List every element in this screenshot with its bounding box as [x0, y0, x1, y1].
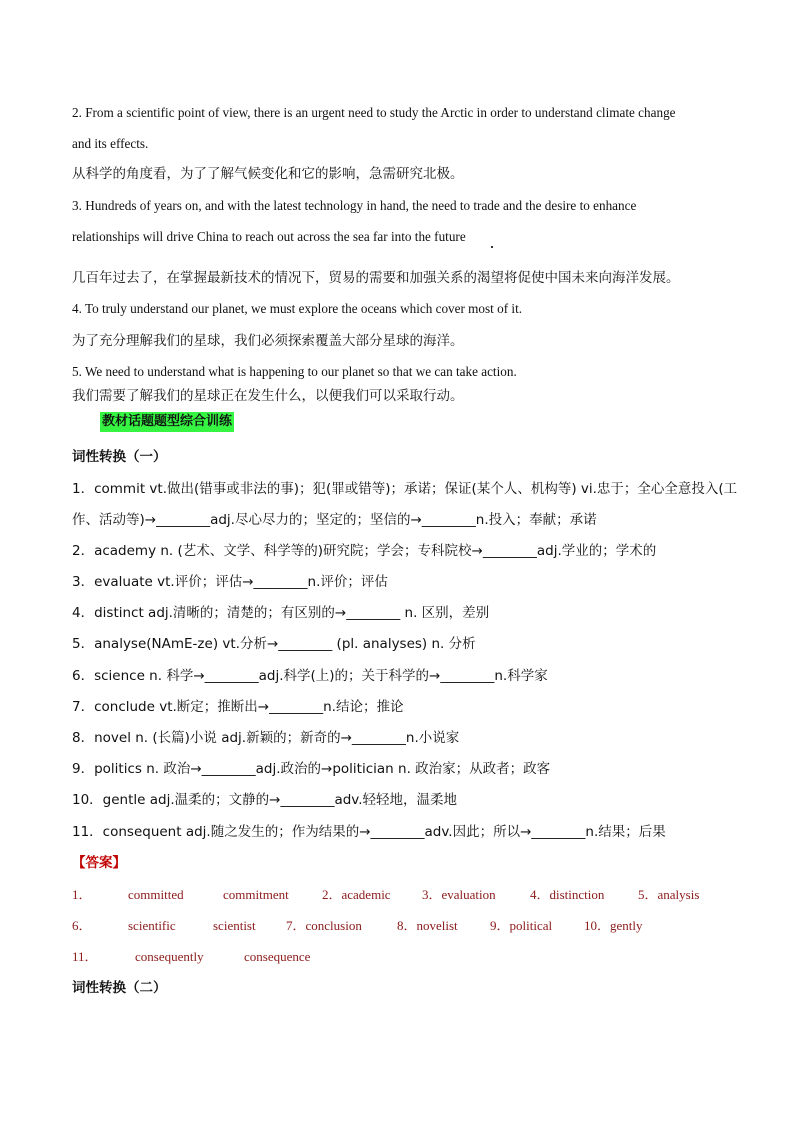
sentence-2-en-cont: and its effects. — [72, 136, 149, 151]
item-1-cont: 作、活动等)→________adj.尽心尽力的；坚定的；坚信的→________n.投入；奉献；承诺 — [72, 512, 597, 528]
item-8: 8．novel n. (长篇)小说 adj.新颖的；新奇的→________n.小说家 — [72, 730, 460, 746]
item-3: 3．evaluate vt.评价；评估→________n.评价；评估 — [72, 574, 388, 590]
sentence-5-zh: 我们需要了解我们的星球正在发生什么，以便我们可以采取行动。 — [72, 388, 464, 404]
item-9: 9．politics n. 政治→________adj.政治的→politician n. 政治家；从政者；政客 — [72, 761, 551, 777]
answer: 2．academic — [322, 887, 391, 902]
answer-title: 【答案】 — [72, 855, 126, 871]
answer: 10．gently — [584, 918, 643, 933]
sentence-2-zh: 从科学的角度看，为了了解气候变化和它的影响，急需研究北极。 — [72, 166, 464, 182]
answer: consequently — [135, 949, 204, 964]
answer: 3．evaluation — [422, 887, 496, 902]
answer: 9．political — [490, 918, 553, 933]
item-2: 2．academy n. (艺术、文学、科学等的)研究院；学会；专科院校→________adj.学业的；学术的 — [72, 543, 657, 559]
item-10: 10．gentle adj.温柔的；文静的→________adv.轻轻地，温柔地 — [72, 792, 458, 808]
item-4: 4．distinct adj.清晰的；清楚的；有区别的→________ n. 区别，差别 — [72, 605, 490, 621]
answer: consequence — [244, 949, 311, 964]
section-title: 教材话题题型综合训练 — [100, 412, 234, 432]
item-6: 6．science n. 科学→________adj.科学(上)的；关于科学的→________n.科学家 — [72, 668, 548, 684]
sentence-4-zh: 为了充分理解我们的星球，我们必须探索覆盖大部分星球的海洋。 — [72, 333, 464, 349]
item-11: 11．consequent adj.随之发生的；作为结果的→________adv.因此；所以→________n.结果；后果 — [72, 824, 666, 840]
answer: committed — [128, 887, 184, 902]
answer: 11． — [72, 949, 98, 964]
answer: 4．distinction — [530, 887, 605, 902]
answer: 1． — [72, 887, 92, 902]
answer: scientific — [128, 918, 176, 933]
subsection-title-2: 词性转换（二） — [72, 980, 167, 996]
answer: 7．conclusion — [286, 918, 362, 933]
answer: 6． — [72, 918, 92, 933]
item-1: 1．commit vt.做出(错事或非法的事)；犯(罪或错等)；承诺；保证(某个人、机构等) vi.忠于；全心全意投入(工 — [72, 481, 738, 497]
sentence-3-en-cont: relationships will drive China to reach out across the sea far into the future — [72, 229, 466, 244]
sentence-2-en: 2. From a scientific point of view, there is an urgent need to study the Arctic in order to understand climate change — [72, 105, 676, 120]
sentence-3-zh: 几百年过去了，在掌握最新技术的情况下，贸易的需要和加强关系的渴望将促使中国未来向海洋发展。 — [72, 270, 680, 286]
item-7: 7．conclude vt.断定；推断出→________n.结论；推论 — [72, 699, 404, 715]
sentence-4-en: 4. To truly understand our planet, we must explore the oceans which cover most of it. — [72, 301, 523, 316]
answer: commitment — [223, 887, 289, 902]
answer: 8．novelist — [397, 918, 458, 933]
sentence-5-en: 5. We need to understand what is happening to our planet so that we can take action. — [72, 364, 517, 379]
stray-dot — [491, 246, 493, 248]
subsection-title-1: 词性转换（一） — [72, 449, 167, 465]
sentence-3-en: 3. Hundreds of years on, and with the latest technology in hand, the need to trade and the desire to enhance — [72, 198, 637, 213]
answer: 5．analysis — [638, 887, 700, 902]
answer: scientist — [213, 918, 256, 933]
item-5: 5．analyse(NAmE-ze) vt.分析→________ (pl. analyses) n. 分析 — [72, 636, 476, 652]
